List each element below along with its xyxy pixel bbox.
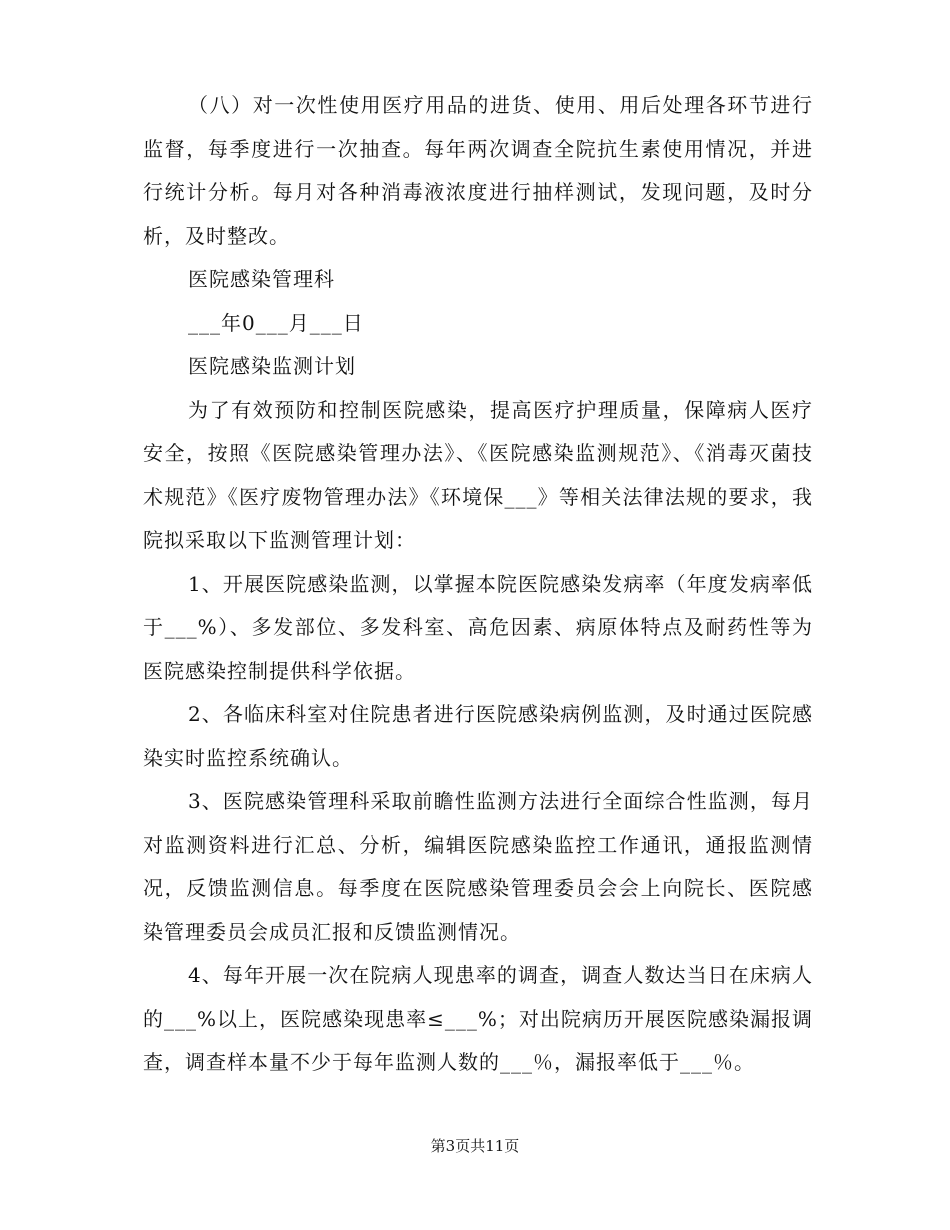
section-title: 医院感染监测计划 [188,354,356,378]
date-line: ___年0___月___日 [188,310,364,335]
page-number: 第3页共11页 [430,1137,520,1155]
paragraph-item-3: 3、医院感染管理科采取前瞻性监测方法进行全面综合性监测，每月对监测资料进行汇总、分析，编辑医院感染监控工作通讯，通报监测情况，反馈监测信息。每季度在医院感染管理委员会会上向院长、医院感染管理委员会成员汇报和反馈监测情况。 [143,789,813,944]
document-body [143,84,813,1085]
paragraph-supervision: （八）对一次性使用医疗用品的进货、使用、用后处理各环节进行监督，每季度进行一次抽查。每年两次调查全院抗生素使用情况，并进行统计分析。每月对各种消毒液浓度进行抽样测试，发现问题，及时分析，及时整改。 [143,93,813,248]
paragraph-item-4: 4、每年开展一次在院病人现患率的调查，调查人数达当日在床病人的___%以上，医院感染现患率≤___%；对出院病历开展医院感染漏报调查，调查样本量不少于每年监测人数的___％，漏报率低于___％。 [143,963,813,1074]
paragraph-intro: 为了有效预防和控制医院感染，提高医疗护理质量，保障病人医疗安全，按照《医院感染管理办法》、《医院感染监测规范》、《消毒灭菌技术规范》《医疗废物管理办法》《环境保___》等相关法律法规的要求，我院拟采取以下监测管理计划： [143,397,813,552]
paragraph-item-2: 2、各临床科室对住院患者进行医院感染病例监测，及时通过医院感染实时监控系统确认。 [143,702,813,770]
department-signature: 医院感染管理科 [188,267,335,291]
paragraph-item-1: 1、开展医院感染监测，以掌握本院医院感染发病率（年度发病率低于___%）、多发部位、多发科室、高危因素、病原体特点及耐药性等为医院感染控制提供科学依据。 [143,571,813,683]
